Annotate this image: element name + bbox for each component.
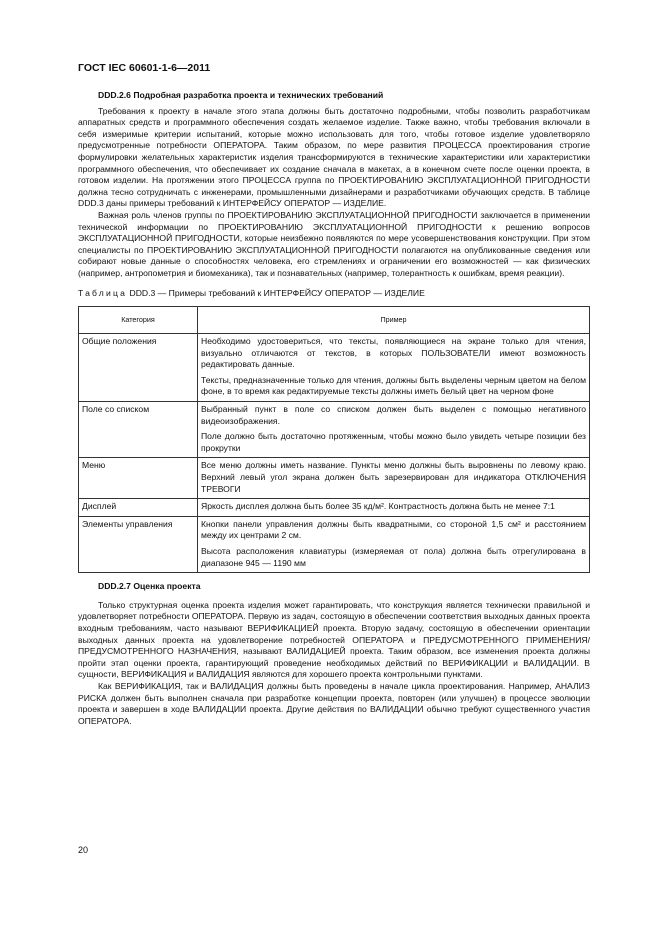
table-row bbox=[79, 334, 590, 402]
table-row bbox=[79, 402, 590, 458]
section-heading-ddd-2-7: DDD.2.7 Оценка проекта bbox=[98, 581, 201, 592]
document-code-header: ГОСТ IEC 60601-1-6—2011 bbox=[78, 62, 211, 74]
example-cell bbox=[198, 402, 590, 458]
example-text: Яркость дисплея должна быть более 35 кд/м². Контрастность должна быть не менее 7:1 bbox=[201, 501, 555, 512]
section-heading-ddd-2-6: DDD.2.6 Подробная разработка проекта и технических требований bbox=[98, 90, 384, 100]
example-text: Тексты, предназначенные только для чтения, должны быть выделены черным цветом на белом фоне, в то время как редактируемые тексты должны иметь белый цвет на черном фоне bbox=[201, 374, 586, 397]
example-text: Все меню должны иметь название. Пункты меню должны быть выровнены по левому краю. Верхний левый угол экрана должен быть зарезервирован для индикатора ОТКЛЮЧЕНИЯ ТРЕВОГИ bbox=[201, 460, 586, 494]
column-header-category: Категория bbox=[79, 307, 198, 334]
category-cell: Поле со списком bbox=[79, 402, 198, 458]
paragraph: Только структурная оценка проекта изделия может гарантировать, что конструкция является технически правильной и удовлетворяет потребности ОПЕРАТОРА. Первую из задач, состоящую в обеспечении соответствия выходных данных проекта входным требованиям, часто называют ВЕРИФИКАЦИЕЙ проекта. Вторую задачу, состоящую в обеспечении ориентации выходных данных проекта на удовлетворение потребностей ОПЕРАТОРА и ПРЕДУСМОТРЕННОГО ПРИМЕНЕНИЯ/ПРЕДУСМОТРЕННОГО НАЗНАЧЕНИЯ, называют ВАЛИДАЦИЕЙ проекта. Таким образом, все изменения проекта должны пройти этап оценки проекта, гарантирующий проведение необходимых действий по ВЕРИФИКАЦИИ и ВАЛИДАЦИИ. В сущности, ВЕРИФИКАЦИЯ и ВАЛИДАЦИЯ являются для хорошего проекта контрольными пунктами. bbox=[78, 599, 590, 680]
table-caption-text: DDD.3 — Примеры требований к ИНТЕРФЕЙСУ ОПЕРАТОР — ИЗДЕЛИЕ bbox=[129, 287, 425, 298]
category-cell: Дисплей bbox=[79, 499, 198, 517]
example-text: Выбранный пункт в поле со списком должен быть выделен с помощью негативного видеоизображения. bbox=[201, 404, 586, 426]
page-number: 20 bbox=[78, 845, 89, 855]
example-cell bbox=[198, 334, 590, 402]
table-caption-label: Таблица bbox=[78, 287, 128, 298]
category-cell: Общие положения bbox=[79, 334, 198, 402]
table-caption bbox=[78, 288, 590, 300]
paragraph: Важная роль членов группы по ПРОЕКТИРОВАНИЮ ЭКСПЛУАТАЦИОННОЙ ПРИГОДНОСТИ заключается в применении технической информации по ПРОЕКТИРОВАНИЮ ЭКСПЛУАТАЦИОННОЙ ПРИГОДНОСТИ к решению вопросов ЭКСПЛУАТАЦИОННОЙ ПРИГОДНОСТИ, которые неизбежно появляются по мере усовершенствования конструкции. При этом специалисты по ПРОЕКТИРОВАНИЮ ЭКСПЛУАТАЦИОННОЙ ПРИГОДНОСТИ полагаются на опубликованные сведения или собирают новые данные о способностях человека, его стремлениях и ограничении его возможностей — как физических (например, антропометрия и биомеханика), так и познавательных (например, толерантность к ошибкам, время реакции). bbox=[78, 209, 590, 278]
example-cell bbox=[198, 516, 590, 572]
table-row bbox=[79, 516, 590, 572]
requirements-table bbox=[78, 306, 590, 573]
table-row bbox=[79, 458, 590, 499]
example-text: Кнопки панели управления должны быть квадратными, со стороной 1,5 см² и расстоянием между их центрами 2 см. bbox=[201, 518, 586, 541]
page-content bbox=[78, 90, 590, 727]
paragraph: Как ВЕРИФИКАЦИЯ, так и ВАЛИДАЦИЯ должны быть проведены в начале цикла проектирования. Например, АНАЛИЗ РИСКА должен быть выполнен сначала при разработке концепции проекта, повторен (или улучшен) в процессе эволюции проекта и завершен в ходе ВАЛИДАЦИИ проекта. Другие действия по ВАЛИДАЦИИ обычно требуют существенного участия ОПЕРАТОРА. bbox=[78, 680, 590, 726]
table-row bbox=[79, 499, 590, 517]
category-cell: Элементы управления bbox=[79, 516, 198, 572]
example-cell bbox=[198, 458, 590, 499]
table-header-row bbox=[79, 307, 590, 334]
example-text: Высота расположения клавиатуры (измеряемая от пола) должна быть отрегулирована в диапазоне 945 — 1190 мм bbox=[201, 546, 586, 568]
example-text: Необходимо удостовериться, что тексты, появляющиеся на экране только для чтения, визуально отличаются от текстов, в которых ПОЛЬЗОВАТЕЛИ имеют возможность редактировать данные. bbox=[201, 336, 586, 370]
example-cell bbox=[198, 499, 590, 517]
paragraph: Требования к проекту в начале этого этапа должны быть достаточно подробными, чтобы позволить разработчикам аппаратных средств и программного обеспечения создать желаемое изделие. Также важно, чтобы требования включали в себя измеримые критерии испытаний, которые можно использовать для того, чтобы готовое изделие удовлетворяло предусмотренные потребности ОПЕРАТОРА. Таким образом, по мере развития ПРОЦЕССА проектирования строгие формулировки желательных характеристик изделия трансформируются в технические характеристики или характеристики программного обеспечения, что обеспечивает их создание сначала в макетах, а в конечном счете после оценки проекта, в готовом изделии. На протяжении этого ПРОЦЕССА группа по ПРОЕКТИРОВАНИЮ ЭКСПЛУАТАЦИОННОЙ ПРИГОДНОСТИ должна тесно сотрудничать с инженерами, промышленными дизайнерами и разработчиками обучающих средств. В таблице DDD.3 даны примеры требований к ИНТЕРФЕЙСУ ОПЕРАТОР — ИЗДЕЛИЕ. bbox=[78, 105, 590, 209]
example-text: Поле должно быть достаточно протяженным, чтобы можно было увидеть четыре позиции без прокрутки bbox=[201, 431, 586, 453]
category-cell: Меню bbox=[79, 458, 198, 499]
column-header-example: Пример bbox=[198, 307, 590, 334]
